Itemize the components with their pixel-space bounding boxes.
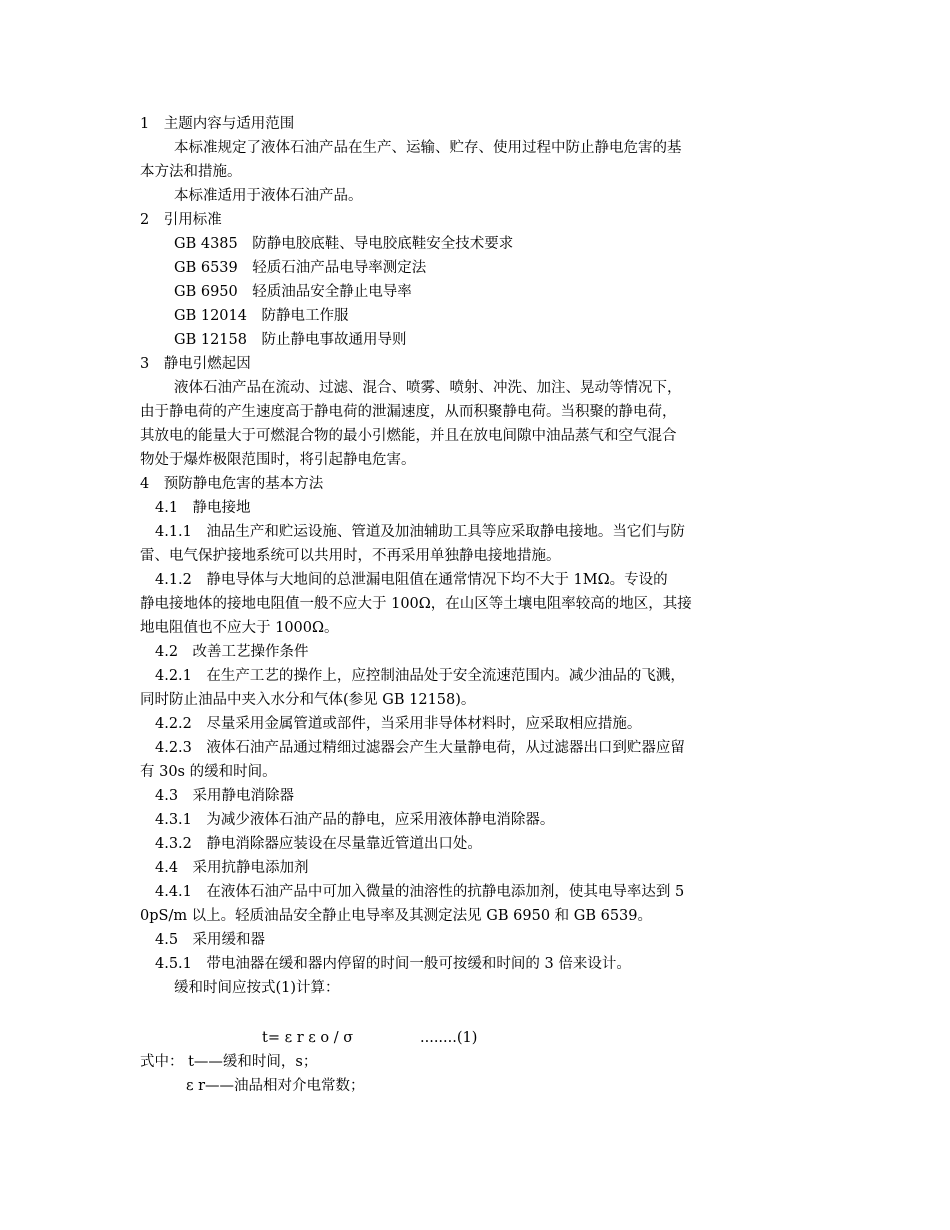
section-heading: 4 预防静电危害的基本方法 — [140, 476, 324, 492]
section-heading: 3 静电引燃起因 — [140, 356, 251, 372]
paragraph-line: 其放电的能量大于可燃混合物的最小引燃能，并且在放电间隙中油品蒸气和空气混合 — [140, 428, 677, 444]
reference-item: GB 4385 防静电胶底鞋、导电胶底鞋安全技术要求 — [174, 236, 514, 252]
paragraph-line: 缓和时间应按式(1)计算： — [174, 980, 340, 996]
section-heading: 1 主题内容与适用范围 — [140, 116, 295, 132]
subsection-heading: 4.5 采用缓和器 — [155, 932, 266, 948]
subsection-heading: 4.3 采用静电消除器 — [155, 788, 295, 804]
paragraph-line: 物处于爆炸极限范围时，将引起静电危害。 — [140, 452, 416, 468]
subsection-heading: 4.1 静电接地 — [155, 500, 251, 516]
subsection-heading: 4.2 改善工艺操作条件 — [155, 644, 309, 660]
formula-number: ........(1) — [420, 1030, 478, 1046]
clause-line: 4.2.3 液体石油产品通过精细过滤器会产生大量静电荷，从过滤器出口到贮器应留 — [155, 740, 685, 756]
formula-expression: t= ε r ε o / σ — [262, 1030, 354, 1046]
clause-line: 同时防止油品中夹入水分和气体(参见 GB 12158)。 — [140, 692, 476, 708]
variable-definition: 式中： t——缓和时间，s； — [140, 1054, 318, 1070]
paragraph-line: 由于静电荷的产生速度高于静电荷的泄漏速度，从而积聚静电荷。当积聚的静电荷， — [140, 404, 677, 420]
reference-item: GB 6539 轻质石油产品电导率测定法 — [174, 260, 427, 276]
reference-item: GB 12014 防静电工作服 — [174, 308, 349, 324]
clause-line: 0pS/m 以上。轻质油品安全静止电导率及其测定法见 GB 6950 和 GB 6539。 — [140, 908, 653, 924]
clause-line: 4.3.2 静电消除器应装设在尽量靠近管道出口处。 — [155, 836, 482, 852]
clause-line: 4.2.1 在生产工艺的操作上，应控制油品处于安全流速范围内。减少油品的飞溅， — [155, 668, 685, 684]
paragraph-line: 本方法和措施。 — [140, 164, 242, 180]
clause-line: 雷、电气保护接地系统可以共用时，不再采用单独静电接地措施。 — [140, 548, 561, 564]
clause-line: 静电接地体的接地电阻值一般不应大于 100Ω，在山区等土壤电阻率较高的地区，其接 — [140, 596, 692, 612]
clause-line: 4.2.2 尽量采用金属管道或部件，当采用非导体材料时，应采取相应措施。 — [155, 716, 642, 732]
clause-line: 有 30s 的缓和时间。 — [140, 764, 277, 780]
paragraph-line: 本标准规定了液体石油产品在生产、运输、贮存、使用过程中防止静电危害的基 — [174, 140, 682, 156]
clause-line: 4.5.1 带电油器在缓和器内停留的时间一般可按缓和时间的 3 倍来设计。 — [155, 956, 631, 972]
reference-item: GB 6950 轻质油品安全静止电导率 — [174, 284, 412, 300]
reference-item: GB 12158 防止静电事故通用导则 — [174, 332, 407, 348]
clause-line: 4.1.1 油品生产和贮运设施、管道及加油辅助工具等应采取静电接地。当它们与防 — [155, 524, 685, 540]
clause-line: 4.3.1 为减少液体石油产品的静电，应采用液体静电消除器。 — [155, 812, 555, 828]
paragraph-line: 液体石油产品在流动、过滤、混合、喷雾、喷射、冲洗、加注、晃动等情况下， — [174, 380, 682, 396]
variable-definition: ε r——油品相对介电常数； — [186, 1078, 365, 1094]
clause-line: 地电阻值也不应大于 1000Ω。 — [140, 620, 339, 636]
paragraph-line: 本标准适用于液体石油产品。 — [174, 188, 363, 204]
clause-line: 4.4.1 在液体石油产品中可加入微量的油溶性的抗静电添加剂，使其电导率达到 5 — [155, 884, 685, 900]
section-heading: 2 引用标准 — [140, 212, 222, 228]
subsection-heading: 4.4 采用抗静电添加剂 — [155, 860, 309, 876]
clause-line: 4.1.2 静电导体与大地间的总泄漏电阻值在通常情况下均不大于 1MΩ。专设的 — [155, 572, 668, 588]
